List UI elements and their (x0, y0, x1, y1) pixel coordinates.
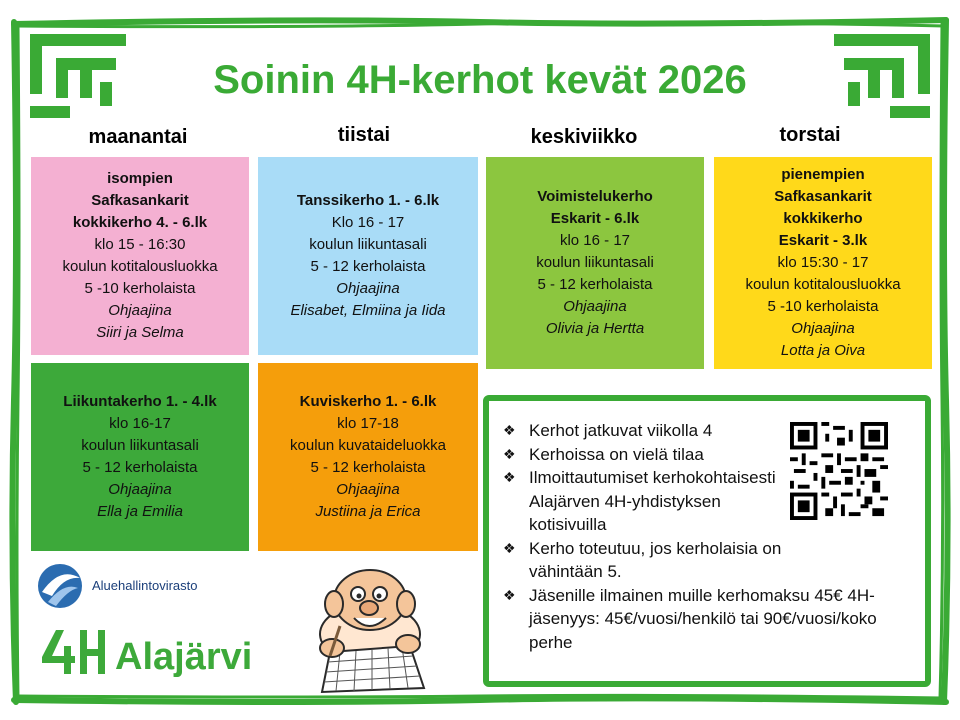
club-instructors: Elisabet, Elmiina ja Iida (290, 302, 446, 319)
club-instructor-label: Ohjaajina (336, 481, 400, 498)
page-title: Soinin 4H-kerhot kevät 2026 (213, 58, 747, 102)
info-item (503, 584, 921, 655)
club-time: klo 16-17 (109, 415, 171, 432)
club-name-line: Voimistelukerho (537, 188, 653, 205)
info-item (503, 537, 859, 584)
info-item (503, 443, 769, 467)
bullet-icon: ❖ (503, 445, 516, 462)
club-place: koulun liikuntasali (536, 254, 654, 271)
bullet-icon: ❖ (503, 586, 516, 603)
info-text: Ilmoittautumiset kerhokohtaisesti Alajärven 4H-yhdistyksen kotisivuilla (529, 468, 776, 534)
day-thursday: torstai (779, 124, 841, 146)
club-time: Klo 16 - 17 (331, 214, 405, 231)
club-card-thu1 (714, 157, 932, 369)
fourh-logo-icon (38, 622, 108, 682)
club-place: koulun liikuntasali (309, 236, 427, 253)
club-name-line: Kuviskerho 1. - 6.lk (299, 393, 437, 410)
club-instructor-label: Ohjaajina (791, 320, 855, 337)
club-card-tue2 (258, 363, 478, 551)
club-size: 5 -10 kerholaista (84, 280, 196, 297)
club-name-line: isompien (107, 170, 173, 187)
club-name-line: Tanssikerho 1. - 6.lk (296, 192, 440, 209)
info-item (503, 466, 789, 537)
club-name-line: Safkasankarit (91, 192, 189, 209)
club-card-mon2 (31, 363, 249, 551)
info-text: Jäsenille ilmainen muille kerhomaksu 45€ 4H-jäsenyys: 45€/vuosi/henkilö tai 90€/vuosi/koko perhe (529, 585, 877, 652)
club-place: koulun kuvataideluokka (290, 437, 446, 454)
club-time: klo 17-18 (337, 415, 399, 432)
qr-code-icon (790, 422, 888, 520)
day-monday: maanantai (88, 126, 188, 148)
club-instructor-label: Ohjaajina (108, 481, 172, 498)
club-instructor-label: Ohjaajina (108, 302, 172, 319)
club-name-line: kokkikerho (783, 210, 863, 227)
club-name-line: Safkasankarit (774, 188, 872, 205)
club-name-line: Liikuntakerho 1. - 4.lk (63, 393, 217, 410)
info-text: Kerhot jatkuvat viikolla 4 (529, 421, 713, 440)
bullet-icon: ❖ (503, 422, 516, 438)
club-name-line: pienempien (781, 166, 865, 183)
club-size: 5 - 12 kerholaista (82, 459, 198, 476)
club-size: 5 - 12 kerholaista (310, 258, 426, 275)
club-name-line: kokkikerho 4. - 6.lk (72, 214, 208, 231)
day-wednesday: keskiviikko (530, 126, 638, 148)
mascot-illustration-icon (300, 556, 440, 696)
info-text: Kerho toteutuu, jos kerholaisia on vähintään 5. (529, 538, 782, 581)
bullet-icon: ❖ (503, 469, 516, 485)
club-time: klo 15 - 16:30 (94, 236, 186, 253)
club-instructor-label: Ohjaajina (336, 280, 400, 297)
club-card-tue1 (258, 157, 478, 355)
club-place: koulun kotitalousluokka (62, 258, 218, 275)
avi-logo-text: Aluehallintovirasto (92, 578, 198, 593)
club-place: koulun liikuntasali (81, 437, 199, 454)
club-instructors: Lotta ja Oiva (780, 342, 866, 359)
club-card-mon1 (31, 157, 249, 355)
club-instructor-label: Ohjaajina (563, 298, 627, 315)
day-tuesday: tiistai (337, 124, 391, 146)
info-text: Kerhoissa on vielä tilaa (529, 444, 704, 464)
club-time: klo 15:30 - 17 (777, 254, 869, 271)
club-size: 5 - 12 kerholaista (537, 276, 653, 293)
club-size: 5 -10 kerholaista (767, 298, 879, 315)
club-name-line: Eskarit - 6.lk (550, 210, 640, 227)
club-instructors: Ella ja Emilia (97, 503, 183, 520)
club-card-wed1 (486, 157, 704, 369)
info-item (503, 419, 769, 443)
club-place: koulun kotitalousluokka (745, 276, 901, 293)
club-instructors: Siiri ja Selma (96, 324, 184, 341)
town-logo-text: Alajärvi (115, 636, 253, 678)
bullet-icon: ❖ (503, 539, 516, 556)
club-instructors: Justiina ja Erica (315, 503, 421, 520)
club-name-line: Eskarit - 3.lk (778, 232, 868, 249)
club-size: 5 - 12 kerholaista (310, 459, 426, 476)
club-time: klo 16 - 17 (559, 232, 631, 249)
club-instructors: Olivia ja Hertta (545, 320, 645, 337)
